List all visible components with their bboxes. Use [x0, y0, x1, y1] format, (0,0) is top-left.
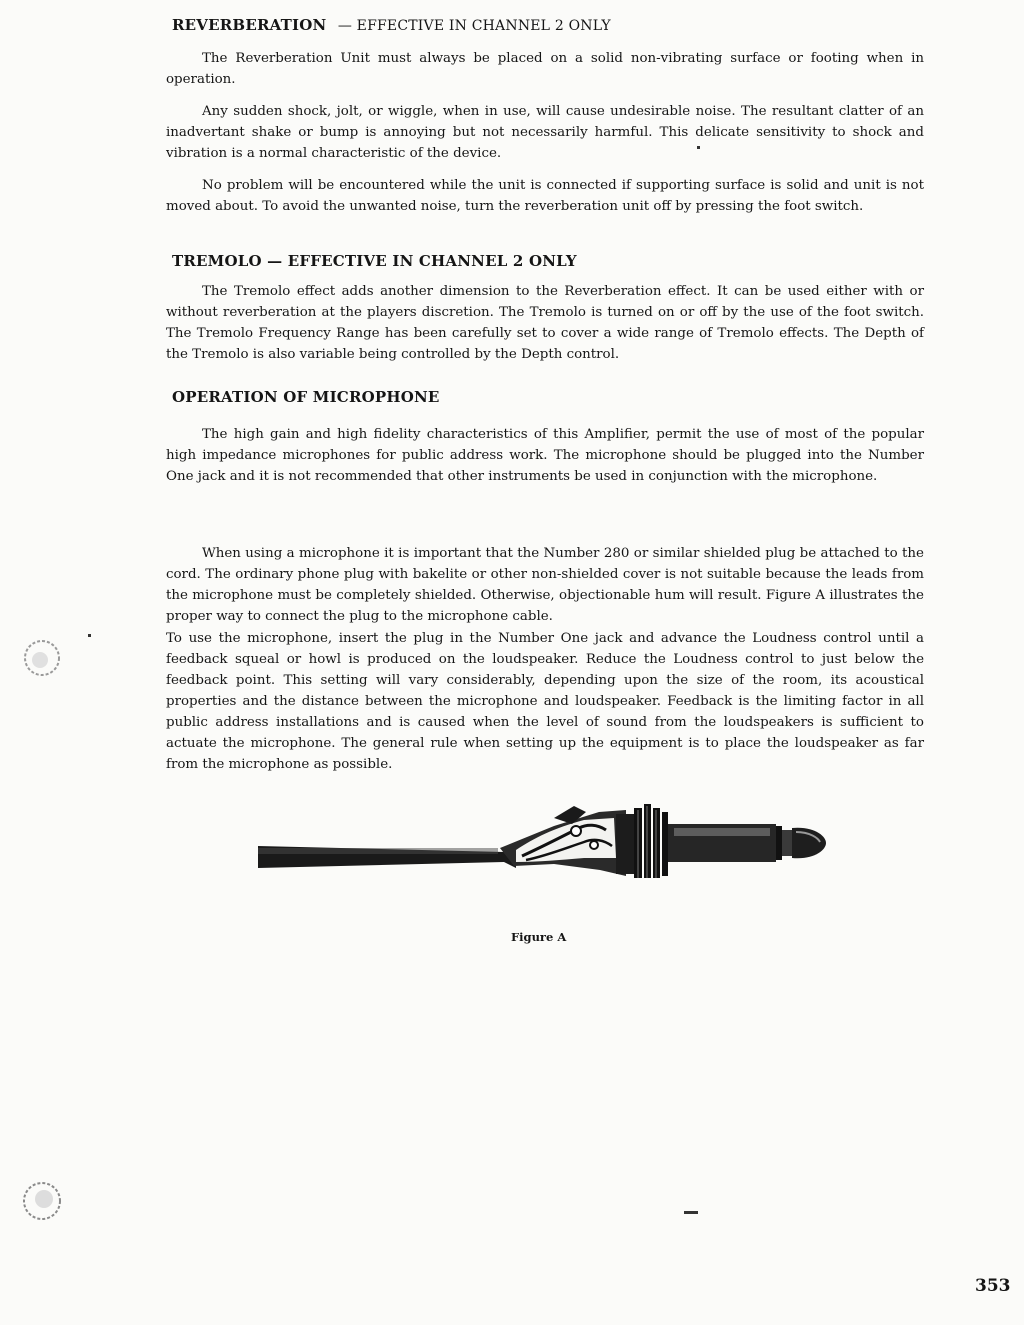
scan-speck [88, 634, 91, 637]
reverb-subtitle: — EFFECTIVE IN CHANNEL 2 ONLY [337, 18, 611, 34]
reverb-heading [172, 16, 611, 34]
reverb-paragraph-3: No problem will be encountered while the unit is connected if supporting surface is solid and unit is not moved about. To avoid the unwanted noise, turn the reverberation unit off by pressing the foot switch. [166, 178, 924, 214]
reverb-title: REVERBERATION [172, 16, 327, 34]
microphone-paragraph-3: To use the microphone, insert the plug in the Number One jack and advance the Loudness control until a feedback squeal or howl is produced on the loudspeaker. Reduce the Loudness control to just below the feedback point. This setting will vary considerably, depending upon the size of the room, its acoustical properties and the distance between the microphone and loudspeaker. Feedback is the limiting factor in all public address installations and is caused when the level of sound from the loudspeakers is sufficient to actuate the microphone. The general rule when setting up the equipment is to place the loudspeaker as far from the microphone as possible. [166, 631, 924, 772]
figure-caption: Figure A [511, 930, 567, 944]
phone-plug-figure [254, 798, 829, 882]
microphone-paragraph-2: When using a microphone it is important that the Number 280 or similar shielded plug be attached to the cord. The ordinary phone plug with bakelite or other non-shielded cover is not suitable because the leads from the microphone must be completely shielded. Otherwise, objectionable hum will result. Figure A illustrates the proper way to connect the plug to the microphone cable. [166, 546, 924, 624]
punch-hole-mark-top [20, 636, 64, 680]
reverb-paragraph-2: Any sudden shock, jolt, or wiggle, when in use, will cause undesirable noise. The resultant clatter of an inadvertant shake or bump is annoying but not necessarily harmful. This delicate sensitivity to shock and vibration is a normal characteristic of the device. [166, 104, 924, 161]
page-number: 353 [975, 1276, 1011, 1296]
microphone-heading: OPERATION OF MICROPHONE [172, 388, 440, 406]
tremolo-heading: TREMOLO — EFFECTIVE IN CHANNEL 2 ONLY [172, 252, 577, 270]
microphone-paragraph-1: The high gain and high fidelity characteristics of this Amplifier, permit the use of most of the popular high impedance microphones for public address work. The microphone should be plugged into the Number One jack and it is not recommended that other instruments be used in conjunction with the microphone. [166, 427, 924, 484]
scan-speck [684, 1211, 698, 1214]
punch-hole-mark-bottom [20, 1177, 64, 1225]
tremolo-paragraph: The Tremolo effect adds another dimension to the Reverberation effect. It can be used either with or without reverberation at the players discretion. The Tremolo is turned on or off by the use of the foot switch. The Tremolo Frequency Range has been carefully set to cover a wide range of Tremolo effects. The Depth of the Tremolo is also variable being controlled by the Depth control. [166, 284, 924, 362]
reverb-paragraph-1: The Reverberation Unit must always be placed on a solid non-vibrating surface or footing when in operation. [166, 51, 924, 87]
scan-speck [697, 146, 700, 149]
shielded-phone-plug-icon [254, 798, 829, 878]
